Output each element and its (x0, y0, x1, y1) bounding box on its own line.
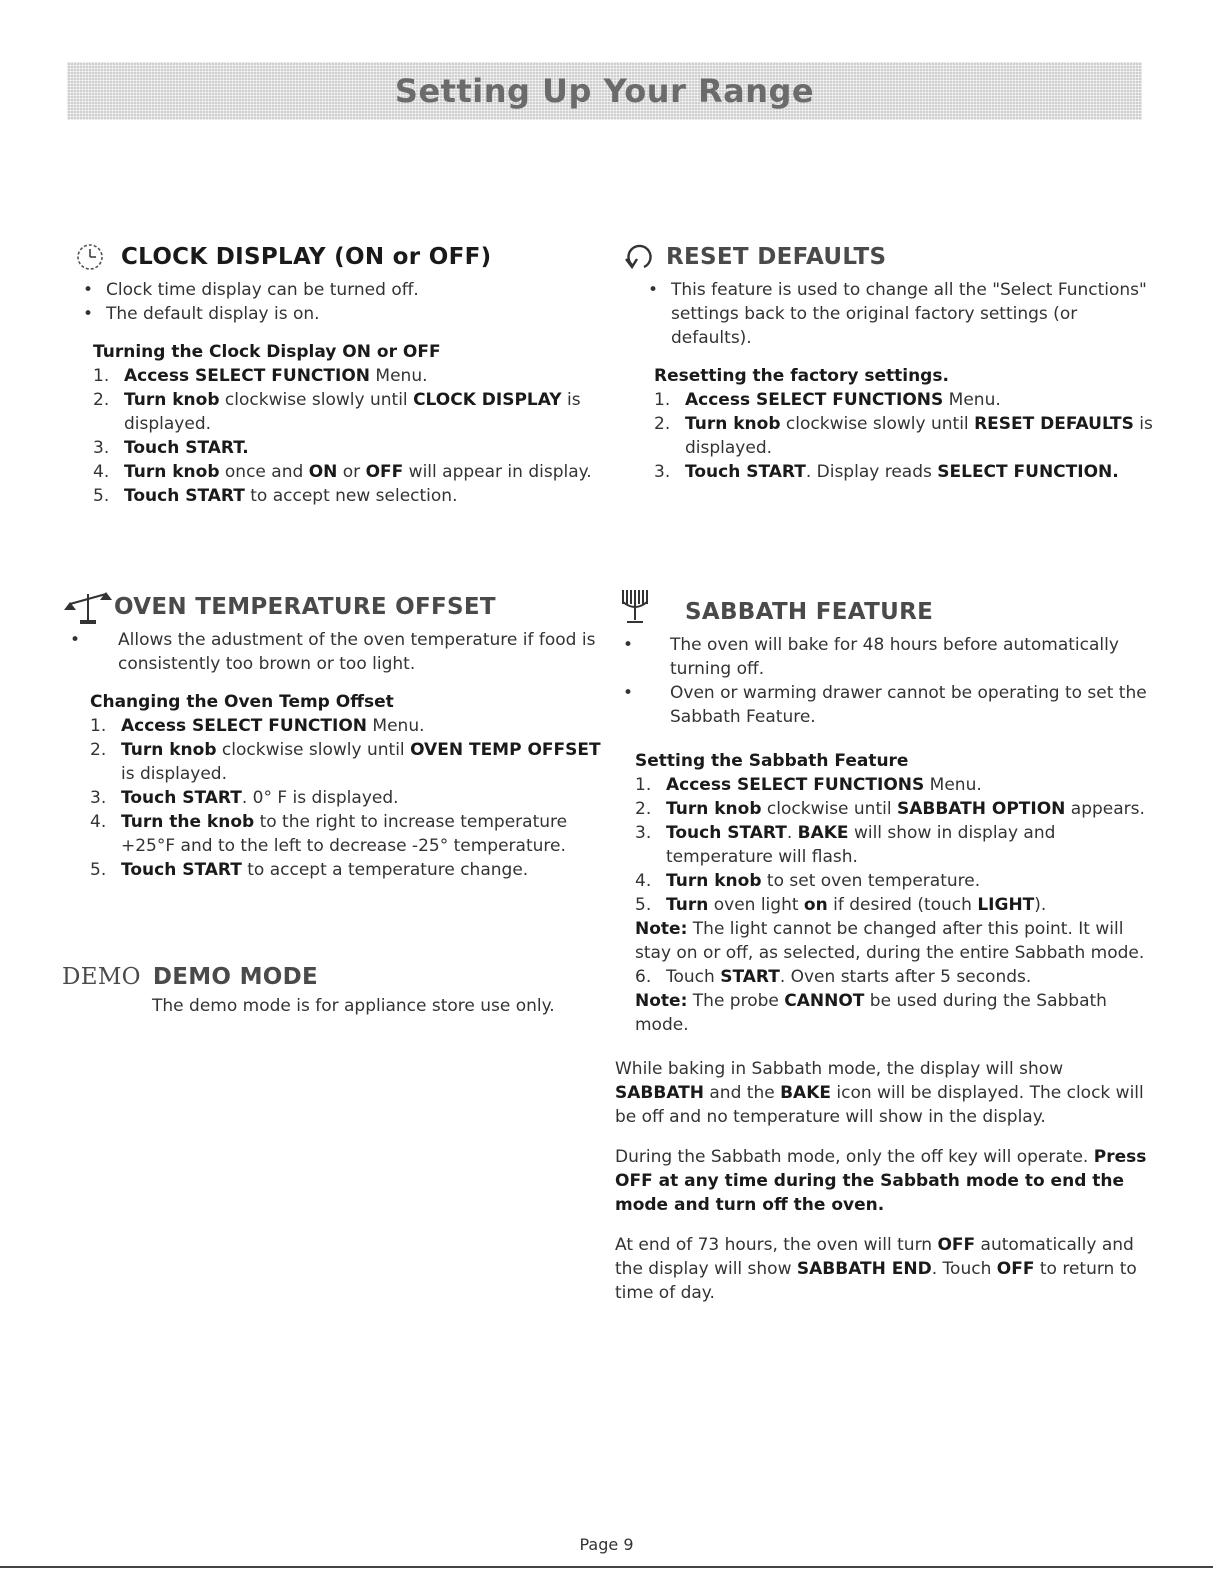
reset-defaults-section (620, 240, 1155, 484)
step-item: 4. Turn knob once and ON or OFF will appear in display. (93, 462, 592, 482)
oven-temp-offset-steps (90, 714, 607, 882)
reset-defaults-bullets (640, 278, 1155, 350)
list-item: • The default display is on. (75, 302, 605, 326)
reset-defaults-subhead: Resetting the factory settings. (654, 366, 949, 386)
list-item: • This feature is used to change all the "Select Functions" settings back to the original factory settings (or defaults). (640, 278, 1155, 350)
step-item: 5. Touch START to accept a temperature change. (90, 860, 529, 880)
demo-icon: DEMO (62, 964, 141, 990)
step-item: 3. Touch START. BAKE will show in display and temperature will flash. (635, 823, 1056, 867)
sabbath-paragraph: During the Sabbath mode, only the off key will operate. Press OFF at any time during the Sabbath mode to end the mode and turn off the oven. (615, 1147, 1147, 1215)
demo-mode-header (62, 960, 607, 994)
page-title: Setting Up Your Range (394, 72, 815, 110)
clock-display-bullets (75, 278, 605, 326)
note-item: Note: The probe CANNOT be used during the Sabbath mode. (635, 991, 1107, 1035)
step-item: 5. Turn oven light on if desired (touch LIGHT). (635, 895, 1047, 915)
sabbath-feature-header (615, 585, 1155, 629)
sabbath-paragraph: At end of 73 hours, the oven will turn OFF automatically and the display will show SABBATH END. Touch OFF to return to time of day. (615, 1235, 1137, 1303)
demo-mode-title: DEMO MODE (152, 964, 319, 990)
step-item: 3. Touch START. (93, 438, 249, 458)
demo-mode-section (62, 960, 607, 1018)
step-item: 1. Access SELECT FUNCTION Menu. (93, 366, 428, 386)
step-item: 4. Turn knob to set oven temperature. (635, 871, 981, 891)
reset-defaults-header (620, 240, 1155, 274)
reset-defaults-steps (654, 388, 1155, 484)
sabbath-feature-bullets (615, 633, 1155, 729)
oven-temp-offset-section (62, 590, 607, 882)
clock-display-steps (93, 364, 605, 508)
sabbath-feature-title: SABBATH FEATURE (685, 599, 934, 625)
step-item: 1. Access SELECT FUNCTIONS Menu. (635, 775, 982, 795)
oven-temp-offset-header (62, 590, 607, 624)
step-item: 3. Touch START. Display reads SELECT FUNCTION. (654, 462, 1119, 482)
sabbath-feature-steps (635, 773, 1155, 1037)
step-item: 5. Touch START to accept new selection. (93, 486, 458, 506)
sabbath-feature-section (615, 585, 1155, 1305)
list-item: • The oven will bake for 48 hours before automatically turning off. (615, 633, 1155, 681)
sabbath-paragraph: While baking in Sabbath mode, the display will show SABBATH and the BAKE icon will be displayed. The clock will be off and no temperature will show in the display. (615, 1059, 1144, 1127)
oven-temp-offset-bullets (62, 628, 607, 676)
reset-defaults-title: RESET DEFAULTS (666, 244, 887, 270)
demo-mode-text: The demo mode is for appliance store use only. (152, 996, 555, 1016)
menorah-icon (615, 585, 671, 629)
sabbath-feature-subhead: Setting the Sabbath Feature (635, 751, 909, 771)
list-item: • Oven or warming drawer cannot be operating to set the Sabbath Feature. (615, 681, 1155, 729)
step-item: 2. Turn knob clockwise until SABBATH OPTION appears. (635, 799, 1145, 819)
clock-icon (75, 240, 115, 274)
step-item: 2. Turn knob clockwise slowly until CLOCK DISPLAY is displayed. (93, 390, 581, 434)
list-item: • Clock time display can be turned off. (75, 278, 605, 302)
clock-display-section (75, 240, 605, 508)
step-item: 2. Turn knob clockwise slowly until OVEN TEMP OFFSET is displayed. (90, 740, 601, 784)
page-banner (67, 62, 1142, 120)
oven-temp-offset-title: OVEN TEMPERATURE OFFSET (114, 594, 496, 620)
step-item: 6. Touch START. Oven starts after 5 seconds. (635, 967, 1032, 987)
list-item: • Allows the adustment of the oven temperature if food is consistently too brown or too light. (62, 628, 607, 676)
step-item: 1. Access SELECT FUNCTION Menu. (90, 716, 425, 736)
page-number: Page 9 (579, 1535, 634, 1554)
clock-display-header (75, 240, 605, 274)
note-item: Note: The light cannot be changed after this point. It will stay on or off, as selected, during the entire Sabbath mode. (635, 919, 1145, 963)
step-item: 2. Turn knob clockwise slowly until RESET DEFAULTS is displayed. (654, 414, 1153, 458)
oven-temp-offset-subhead: Changing the Oven Temp Offset (90, 692, 394, 712)
clock-display-title: CLOCK DISPLAY (ON or OFF) (121, 244, 492, 270)
step-item: 4. Turn the knob to the right to increase temperature +25°F and to the left to decrease -25° temperature. (90, 812, 568, 856)
footer-rule (0, 1566, 1213, 1568)
reset-arrow-icon (620, 240, 660, 274)
sabbath-paragraphs (615, 1057, 1155, 1305)
scale-icon (62, 590, 114, 624)
clock-display-subhead: Turning the Clock Display ON or OFF (93, 342, 441, 362)
step-item: 3. Touch START. 0° F is displayed. (90, 788, 399, 808)
step-item: 1. Access SELECT FUNCTIONS Menu. (654, 390, 1001, 410)
